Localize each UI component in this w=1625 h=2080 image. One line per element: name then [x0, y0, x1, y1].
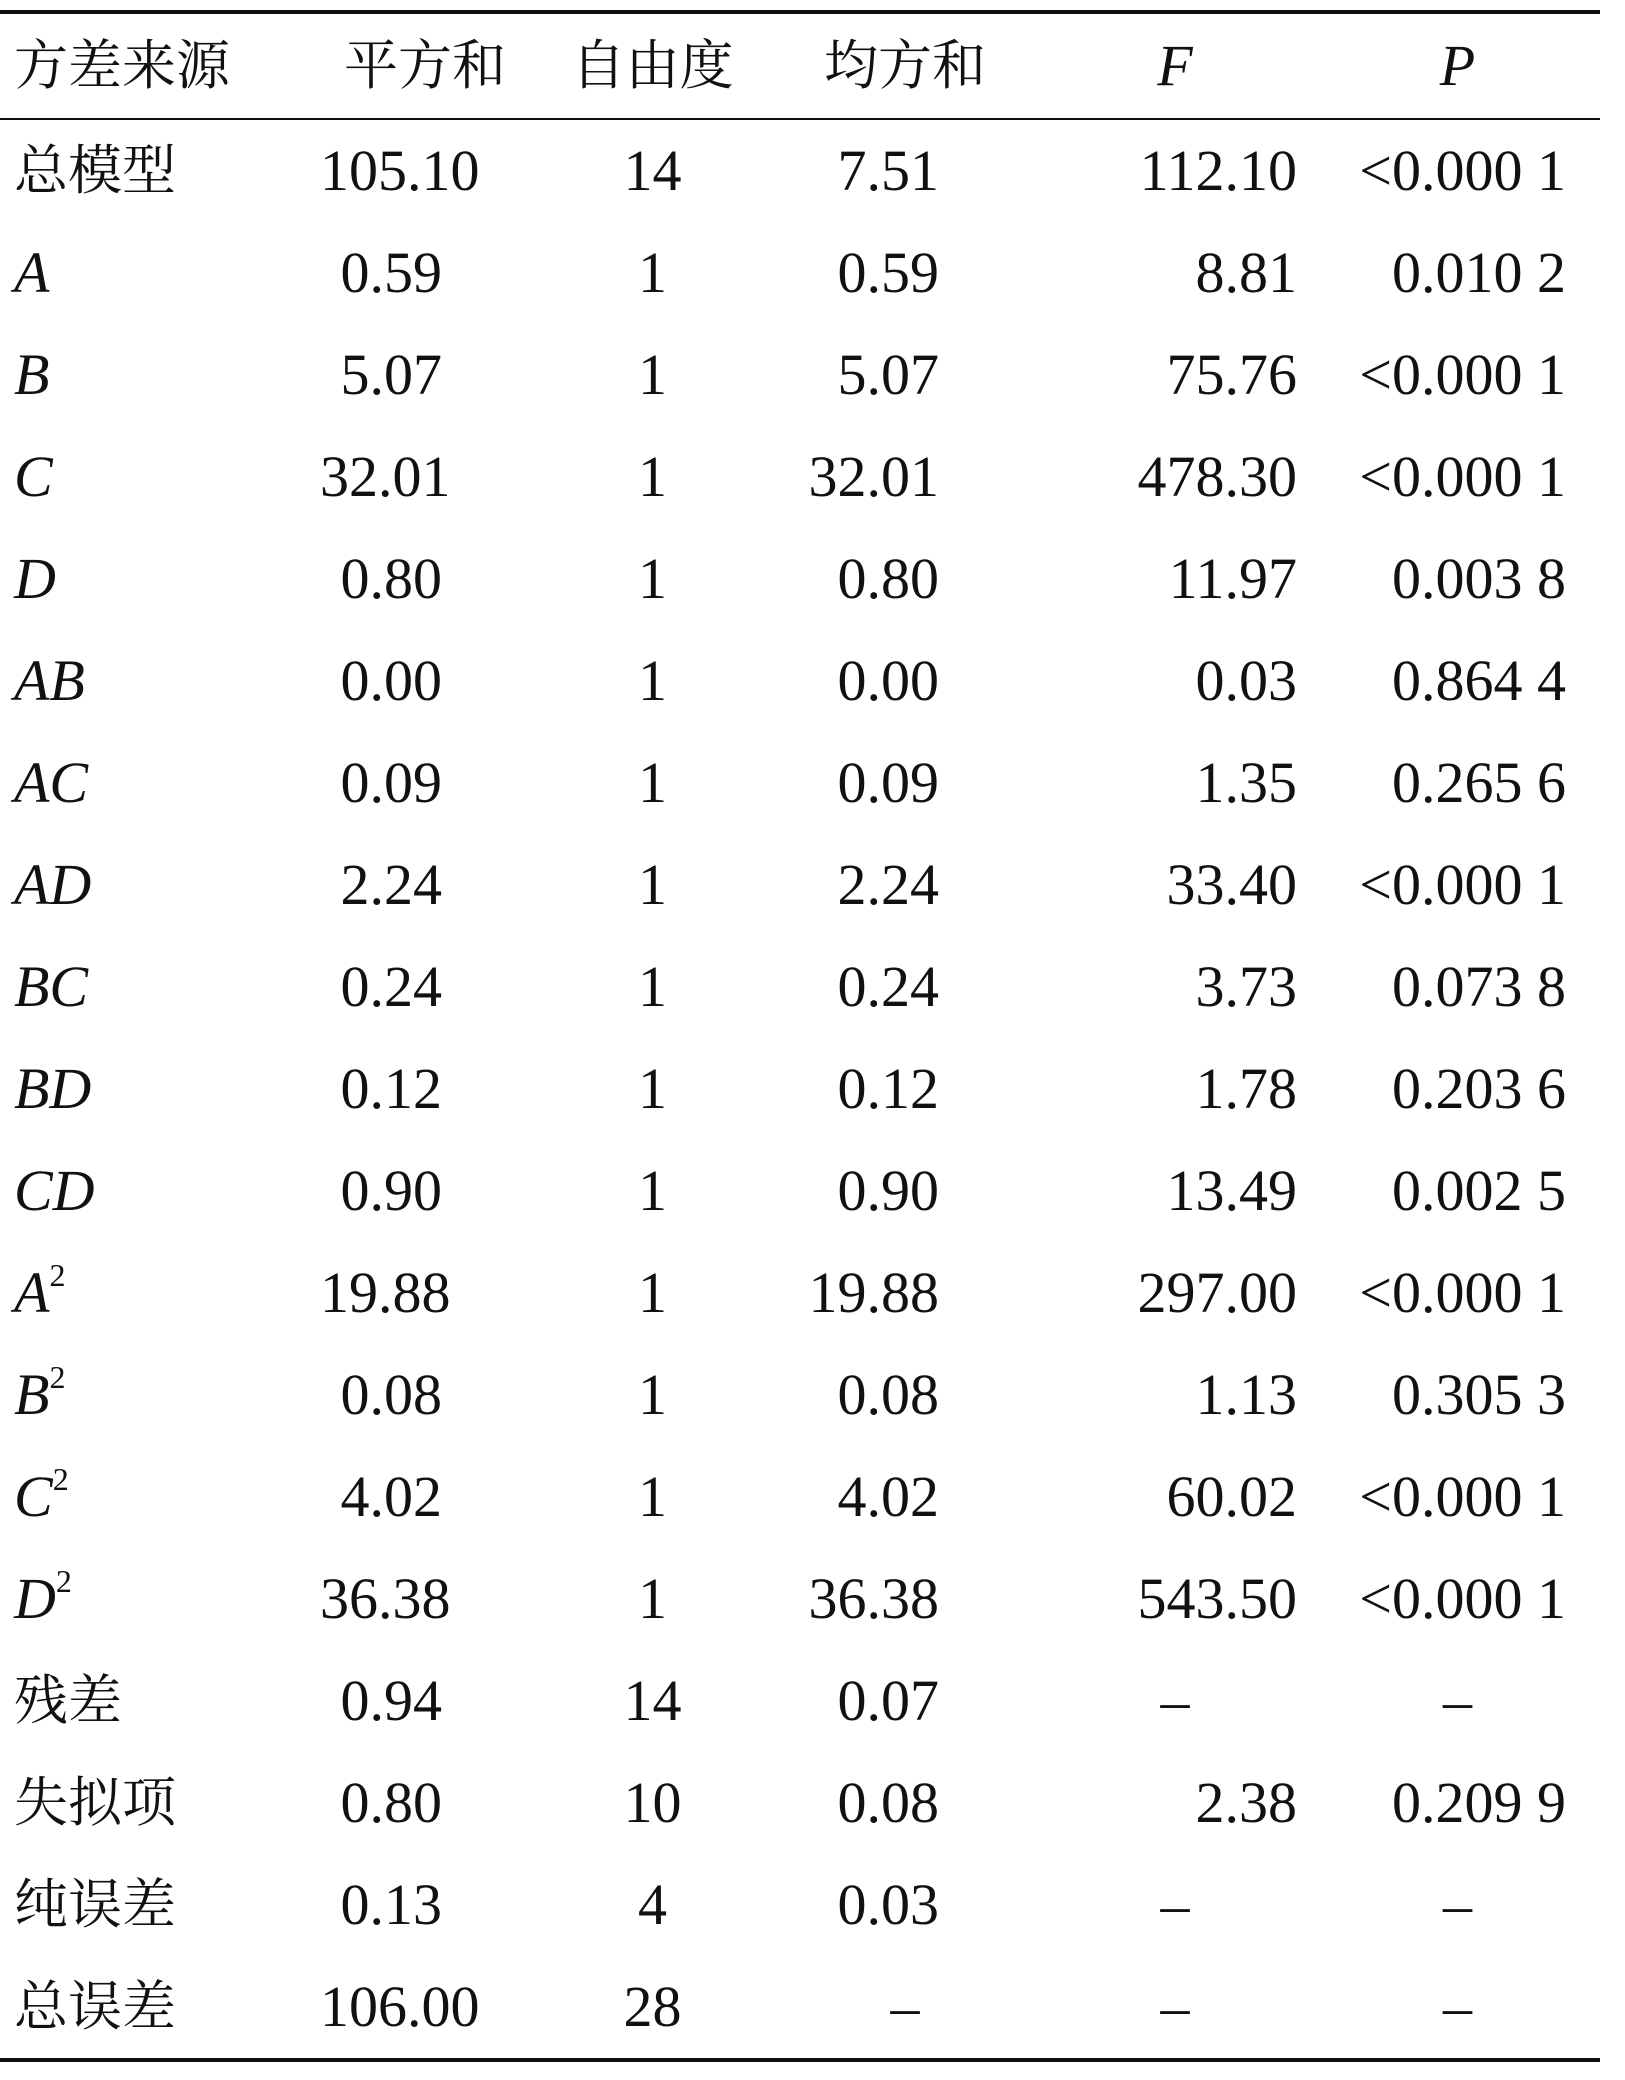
- source-label: AC: [14, 750, 89, 815]
- f-value-cell: 8.81: [1195, 240, 1297, 305]
- header-row: [0, 12, 1600, 119]
- p-value-cell: <0.000 1: [1359, 852, 1566, 917]
- source-cell: [0, 1548, 320, 1650]
- table-row: [0, 1956, 1600, 2060]
- sum-of-squares-cell: 4.02: [340, 1464, 442, 1529]
- degrees-of-freedom-cell: 14: [623, 1668, 682, 1733]
- p-value-cell: <0.000 1: [1359, 342, 1566, 407]
- mean-square-cell: 0.08: [837, 1362, 939, 1427]
- source-cell: [0, 324, 320, 426]
- exponent: 2: [49, 1359, 66, 1395]
- sum-of-squares-cell: 0.12: [340, 1056, 442, 1121]
- source-cell: [0, 1650, 320, 1752]
- table-row: [0, 1752, 1600, 1854]
- f-value-cell: 478.30: [1137, 444, 1297, 509]
- p-value-cell: 0.305 3: [1392, 1362, 1566, 1427]
- sum-of-squares-cell: 0.08: [340, 1362, 442, 1427]
- header-sum-of-squares: 平方和: [344, 34, 506, 97]
- header-degrees-of-freedom: 自由度: [571, 34, 734, 97]
- table-row: [0, 732, 1600, 834]
- p-value-cell: –: [1443, 1872, 1472, 1937]
- table-row: [0, 1344, 1600, 1446]
- f-value-cell: 1.35: [1195, 750, 1297, 815]
- source-label: AD: [14, 852, 92, 917]
- mean-square-cell: 0.59: [837, 240, 939, 305]
- mean-square-cell: 0.90: [837, 1158, 939, 1223]
- f-value-cell: 33.40: [1166, 852, 1297, 917]
- f-value-cell: 1.78: [1195, 1056, 1297, 1121]
- f-value-cell: 13.49: [1166, 1158, 1297, 1223]
- mean-square-cell: 4.02: [837, 1464, 939, 1529]
- degrees-of-freedom-cell: 1: [638, 546, 667, 611]
- degrees-of-freedom-cell: 1: [638, 1464, 667, 1529]
- source-cell: [0, 119, 320, 222]
- p-value-cell: 0.010 2: [1392, 240, 1566, 305]
- mean-square-cell: –: [890, 1974, 920, 2039]
- table-body: [0, 119, 1600, 2060]
- source-label: C: [14, 444, 53, 509]
- degrees-of-freedom-cell: 1: [638, 342, 667, 407]
- table-row: [0, 1140, 1600, 1242]
- source-label: AB: [14, 648, 85, 713]
- source-label: C: [14, 1464, 53, 1529]
- sum-of-squares-cell: 0.94: [340, 1668, 442, 1733]
- degrees-of-freedom-cell: 1: [638, 444, 667, 509]
- f-value-cell: 543.50: [1137, 1566, 1297, 1631]
- f-value-cell: 1.13: [1195, 1362, 1297, 1427]
- f-value-cell: –: [1160, 1974, 1190, 2039]
- f-value-cell: 11.97: [1168, 546, 1297, 611]
- source-cell: [0, 1446, 320, 1548]
- source-label: D: [14, 1566, 56, 1631]
- sum-of-squares-cell: 0.13: [340, 1872, 442, 1937]
- f-value-cell: 3.73: [1195, 954, 1297, 1019]
- source-cell: [0, 426, 320, 528]
- source-label: 残差: [14, 1669, 122, 1732]
- source-label: BC: [14, 954, 89, 1019]
- p-value-cell: <0.000 1: [1359, 1260, 1566, 1325]
- p-value-cell: 0.073 8: [1392, 954, 1566, 1019]
- sum-of-squares-cell: 2.24: [340, 852, 442, 917]
- degrees-of-freedom-cell: 1: [638, 852, 667, 917]
- source-cell: [0, 1752, 320, 1854]
- degrees-of-freedom-cell: 1: [638, 1362, 667, 1427]
- source-cell: [0, 1344, 320, 1446]
- sum-of-squares-cell: 5.07: [340, 342, 442, 407]
- exponent: 2: [52, 1461, 69, 1497]
- table-header: [0, 12, 1600, 119]
- degrees-of-freedom-cell: 1: [638, 648, 667, 713]
- source-cell: [0, 834, 320, 936]
- mean-square-cell: 0.24: [837, 954, 939, 1019]
- p-value-cell: 0.265 6: [1392, 750, 1566, 815]
- p-value-cell: 0.864 4: [1392, 648, 1566, 713]
- mean-square-cell: 0.80: [837, 546, 939, 611]
- sum-of-squares-cell: 0.59: [340, 240, 442, 305]
- exponent: 2: [55, 1563, 72, 1599]
- table-row: [0, 936, 1600, 1038]
- source-cell: [0, 1956, 320, 2060]
- sum-of-squares-cell: 0.09: [340, 750, 442, 815]
- mean-square-cell: 2.24: [837, 852, 939, 917]
- sum-of-squares-cell: 0.80: [340, 546, 442, 611]
- source-label: A: [14, 240, 50, 305]
- sum-of-squares-cell: 0.24: [340, 954, 442, 1019]
- mean-square-cell: 0.12: [837, 1056, 939, 1121]
- header-p-value: P: [1439, 33, 1476, 98]
- degrees-of-freedom-cell: 1: [638, 1158, 667, 1223]
- f-value-cell: 60.02: [1166, 1464, 1297, 1529]
- p-value-cell: 0.209 9: [1392, 1770, 1566, 1835]
- p-value-cell: 0.002 5: [1392, 1158, 1566, 1223]
- source-label: 总模型: [14, 139, 176, 202]
- f-value-cell: 297.00: [1137, 1260, 1297, 1325]
- source-label: CD: [14, 1158, 95, 1223]
- sum-of-squares-cell: 105.10: [320, 138, 480, 203]
- f-value-cell: 75.76: [1166, 342, 1297, 407]
- mean-square-cell: 32.01: [808, 444, 939, 509]
- p-value-cell: <0.000 1: [1359, 1566, 1566, 1631]
- source-cell: [0, 1242, 320, 1344]
- degrees-of-freedom-cell: 1: [638, 240, 667, 305]
- p-value-cell: –: [1443, 1974, 1472, 2039]
- source-label: 纯误差: [14, 1873, 176, 1936]
- mean-square-cell: 7.51: [837, 138, 939, 203]
- degrees-of-freedom-cell: 14: [623, 138, 682, 203]
- anova-table: [0, 10, 1600, 2062]
- degrees-of-freedom-cell: 1: [638, 1566, 667, 1631]
- sum-of-squares-cell: 19.88: [320, 1260, 451, 1325]
- header-source: 方差来源: [14, 34, 230, 97]
- anova-table-container: [0, 10, 1600, 2062]
- table-row: [0, 222, 1600, 324]
- sum-of-squares-cell: 0.80: [340, 1770, 442, 1835]
- p-value-cell: <0.000 1: [1359, 138, 1566, 203]
- source-label: B: [14, 342, 50, 407]
- source-label: B: [14, 1362, 50, 1427]
- f-value-cell: 112.10: [1139, 138, 1297, 203]
- degrees-of-freedom-cell: 1: [638, 954, 667, 1019]
- source-cell: [0, 732, 320, 834]
- table-row: [0, 119, 1600, 222]
- source-label: 失拟项: [14, 1771, 176, 1834]
- mean-square-cell: 0.00: [837, 648, 939, 713]
- degrees-of-freedom-cell: 10: [623, 1770, 682, 1835]
- degrees-of-freedom-cell: 1: [638, 1260, 667, 1325]
- mean-square-cell: 36.38: [808, 1566, 939, 1631]
- source-label: BD: [14, 1056, 92, 1121]
- p-value-cell: 0.203 6: [1392, 1056, 1566, 1121]
- p-value-cell: –: [1443, 1668, 1472, 1733]
- source-label: A: [14, 1260, 50, 1325]
- exponent: 2: [49, 1257, 66, 1293]
- source-cell: [0, 1038, 320, 1140]
- mean-square-cell: 0.08: [837, 1770, 939, 1835]
- p-value-cell: 0.003 8: [1392, 546, 1566, 611]
- degrees-of-freedom-cell: 4: [638, 1872, 667, 1937]
- f-value-cell: 0.03: [1195, 648, 1297, 713]
- table-row: [0, 324, 1600, 426]
- source-cell: [0, 528, 320, 630]
- table-row: [0, 1446, 1600, 1548]
- degrees-of-freedom-cell: 28: [623, 1974, 682, 2039]
- sum-of-squares-cell: 106.00: [320, 1974, 480, 2039]
- sum-of-squares-cell: 0.90: [340, 1158, 442, 1223]
- table-row: [0, 1242, 1600, 1344]
- header-f-value: F: [1157, 33, 1193, 98]
- table-row: [0, 426, 1600, 528]
- p-value-cell: <0.000 1: [1359, 1464, 1566, 1529]
- mean-square-cell: 0.03: [837, 1872, 939, 1937]
- mean-square-cell: 0.07: [837, 1668, 939, 1733]
- sum-of-squares-cell: 32.01: [320, 444, 451, 509]
- source-cell: [0, 1854, 320, 1956]
- table-row: [0, 528, 1600, 630]
- sum-of-squares-cell: 0.00: [340, 648, 442, 713]
- table-row: [0, 834, 1600, 936]
- table-row: [0, 1548, 1600, 1650]
- degrees-of-freedom-cell: 1: [638, 750, 667, 815]
- f-value-cell: 2.38: [1195, 1770, 1297, 1835]
- table-row: [0, 1038, 1600, 1140]
- table-row: [0, 1854, 1600, 1956]
- source-label: 总误差: [14, 1975, 176, 2038]
- mean-square-cell: 19.88: [808, 1260, 939, 1325]
- source-cell: [0, 222, 320, 324]
- f-value-cell: –: [1160, 1668, 1190, 1733]
- sum-of-squares-cell: 36.38: [320, 1566, 451, 1631]
- table-row: [0, 1650, 1600, 1752]
- mean-square-cell: 5.07: [837, 342, 939, 407]
- mean-square-cell: 0.09: [837, 750, 939, 815]
- source-cell: [0, 936, 320, 1038]
- source-label: D: [14, 546, 56, 611]
- table-row: [0, 630, 1600, 732]
- header-mean-square: 均方和: [824, 34, 986, 97]
- degrees-of-freedom-cell: 1: [638, 1056, 667, 1121]
- source-cell: [0, 630, 320, 732]
- p-value-cell: <0.000 1: [1359, 444, 1566, 509]
- source-cell: [0, 1140, 320, 1242]
- f-value-cell: –: [1160, 1872, 1190, 1937]
